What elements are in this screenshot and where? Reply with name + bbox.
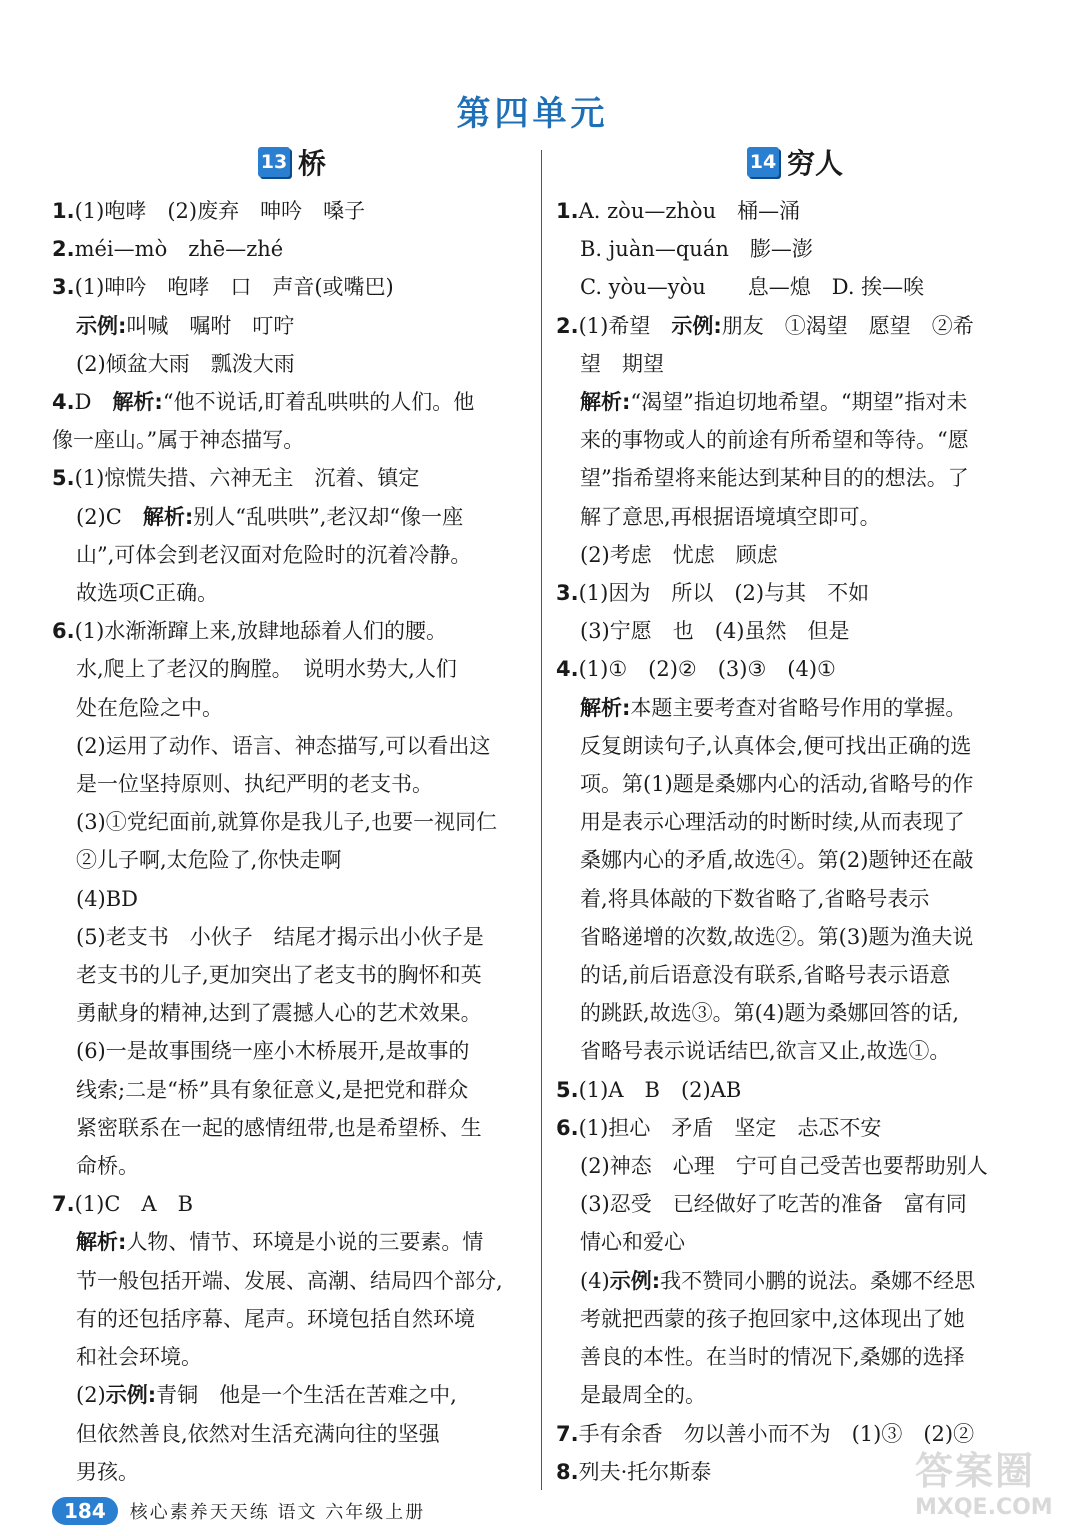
watermark-domain: MXQE.COM	[915, 1495, 1053, 1520]
answer-text: 我不赞同小鹏的说法。桑娜不经思	[660, 1268, 976, 1293]
answer-text: (3)①党纪面前,就算你是我儿子,也要一视同仁	[76, 810, 498, 835]
answer-text: méi—mò zhē—zhé	[74, 237, 284, 262]
answer-lines	[52, 192, 532, 1491]
answer-text: (1)① (2)② (3)③ (4)①	[578, 657, 836, 682]
answer-text: 望”指希望将来能达到某种目的的想法。了	[580, 466, 969, 491]
answer-line	[52, 650, 532, 688]
answer-tag: 解析:	[76, 1230, 127, 1255]
answer-text: (1)因为 所以 (2)与其 不如	[578, 581, 870, 606]
answer-text: (3)宁愿 也 (4)虽然 但是	[580, 619, 850, 644]
answer-line	[52, 918, 532, 956]
answer-line	[556, 192, 1034, 230]
answer-line	[52, 612, 532, 650]
answer-line	[556, 459, 1034, 497]
answer-text: (2)C	[76, 504, 143, 529]
answer-line	[556, 498, 1034, 536]
answer-line	[52, 1338, 532, 1376]
answer-line	[556, 383, 1034, 421]
answer-text: (1)惊慌失措、六神无主 沉着、镇定	[74, 466, 420, 491]
answer-text: 列夫·托尔斯泰	[578, 1459, 712, 1484]
answer-tag: 示例:	[609, 1268, 661, 1293]
answer-line	[52, 1453, 532, 1491]
answer-text: 本题主要考查对省略号作用的掌握。	[630, 695, 967, 720]
answer-line	[556, 765, 1034, 803]
answer-line	[52, 230, 532, 268]
answer-text: 桑娜内心的矛盾,故选④。第(2)题钟还在敲	[580, 848, 974, 873]
answer-text: (2)考虑 忧虑 顾虑	[580, 542, 778, 567]
answer-line	[556, 612, 1034, 650]
answer-text: (2)	[76, 1383, 106, 1408]
question-number: 4.	[52, 390, 75, 415]
answer-text: (4)	[580, 1268, 610, 1293]
question-number: 6.	[52, 619, 75, 644]
lesson-heading-14	[556, 140, 1034, 188]
answer-text: B. juàn—quán 膨—澎	[580, 237, 813, 262]
answer-line	[52, 383, 532, 421]
answer-line	[52, 268, 532, 306]
answer-line	[52, 880, 532, 918]
answer-line	[556, 345, 1034, 383]
answer-text: 的话,前后语意没有联系,省略号表示语意	[580, 963, 951, 988]
answer-text: 项。第(1)题是桑娜内心的活动,省略号的作	[580, 772, 974, 797]
answer-line	[556, 574, 1034, 612]
answer-tag: 解析:	[112, 390, 163, 415]
answer-text: D	[74, 390, 113, 415]
answer-line	[52, 1415, 532, 1453]
page-footer	[52, 1496, 425, 1526]
answer-text: 紧密联系在一起的感情纽带,也是希望桥、生	[76, 1115, 482, 1140]
answer-text: 的跳跃,故选③。第(4)题为桑娜回答的话,	[580, 1001, 960, 1026]
answer-line	[52, 1185, 532, 1223]
answer-text: 反复朗读句子,认真体会,便可找出正确的选	[580, 733, 972, 758]
question-number: 2.	[52, 237, 75, 262]
answer-line	[52, 498, 532, 536]
answer-text: (3)忍受 已经做好了吃苦的准备 富有同	[580, 1192, 967, 1217]
answer-text: 省略号表示说话结巴,欲言又止,故选①。	[580, 1039, 951, 1064]
answer-text: (1)呻吟 咆哮 口 声音(或嘴巴)	[74, 275, 394, 300]
answer-line	[556, 1147, 1034, 1185]
answer-line	[556, 1300, 1034, 1338]
answer-text: 青铜 他是一个生活在苦难之中,	[156, 1383, 457, 1408]
answer-text: 山”,可体会到老汉面对危险时的沉着冷静。	[76, 542, 472, 567]
answer-tag: 解析:	[142, 504, 194, 529]
answer-line	[556, 1071, 1034, 1109]
answer-text: “他不说话,盯着乱哄哄的人们。他	[162, 390, 475, 415]
answer-text: 线索;二是“桥”具有象征意义,是把党和群众	[76, 1077, 469, 1102]
answer-text: 节一般包括开端、发展、高潮、结局四个部分,	[76, 1268, 503, 1293]
answer-line	[556, 230, 1034, 268]
answer-text: 是最周全的。	[580, 1383, 706, 1408]
question-number: 2.	[556, 313, 579, 338]
answer-line	[52, 574, 532, 612]
answer-line	[556, 1338, 1034, 1376]
answer-text: (1)担心 矛盾 坚定 忐忑不安	[578, 1115, 882, 1140]
answer-text: (1)咆哮 (2)废弃 呻吟 嗓子	[74, 199, 366, 223]
lesson-title: 穷人	[786, 147, 843, 180]
answer-line	[556, 1376, 1034, 1414]
answer-text: 处在危险之中。	[76, 695, 223, 720]
answer-text: 勇献身的精神,达到了震撼人心的艺术效果。	[76, 1001, 482, 1026]
answer-line	[52, 1262, 532, 1300]
answer-text: A. zòu—zhòu 桶—涌	[578, 199, 801, 223]
answer-text: “渴望”指迫切地希望。“期望”指对未	[630, 390, 968, 415]
answer-text: (2)神态 心理 宁可自己受苦也要帮助别人	[580, 1154, 988, 1179]
answer-line	[556, 689, 1034, 727]
answer-line	[52, 1147, 532, 1185]
answer-lines	[556, 192, 1034, 1491]
answer-text: 考就把西蒙的孩子抱回家中,这体现出了她	[580, 1306, 965, 1331]
lesson-number-badge: 14	[747, 147, 779, 177]
answer-tag: 示例:	[105, 1383, 157, 1408]
answer-tag: 解析:	[580, 390, 631, 415]
answer-line	[556, 956, 1034, 994]
answer-line	[52, 841, 532, 879]
question-number: 6.	[556, 1115, 579, 1140]
answer-text: 别人“乱哄哄”,老汉却“像一座	[193, 504, 464, 529]
answer-text: 男孩。	[76, 1459, 139, 1484]
question-number: 5.	[52, 466, 75, 491]
unit-title: 第四单元	[456, 94, 609, 134]
answer-line	[556, 1032, 1034, 1070]
answer-line	[556, 650, 1034, 688]
left-column	[52, 140, 532, 1491]
answer-text: 像一座山。”属于神态描写。	[52, 428, 305, 453]
answer-line	[52, 307, 532, 345]
answer-line	[52, 956, 532, 994]
answer-text: 来的事物或人的前途有所希望和等待。“愿	[580, 428, 969, 453]
answer-line	[52, 459, 532, 497]
answer-text: (1)希望	[578, 313, 672, 338]
answer-line	[52, 1376, 532, 1414]
answer-line	[52, 765, 532, 803]
answer-line	[556, 536, 1034, 574]
answer-line	[556, 1185, 1034, 1223]
answer-line	[52, 727, 532, 765]
answer-text: C. yòu—yòu 息—熄 D. 挨—唉	[580, 275, 925, 300]
question-number: 3.	[556, 581, 579, 606]
question-number: 8.	[556, 1459, 579, 1484]
lesson-number-badge: 13	[258, 147, 290, 177]
answer-text: 有的还包括序幕、尾声。环境包括自然环境	[76, 1306, 475, 1331]
answer-text: (2)倾盆大雨 瓢泼大雨	[76, 351, 295, 376]
answer-text: (1)A B (2)AB	[578, 1077, 742, 1102]
watermark-logo	[915, 1440, 1053, 1528]
answer-text: 着,将具体敲的下数省略了,省略号表示	[580, 886, 930, 911]
answer-text: 老支书的儿子,更加突出了老支书的胸怀和英	[76, 963, 482, 988]
answer-text: 手有余香 勿以善小而不为 (1)③ (2)②	[578, 1421, 975, 1446]
answer-text: 善良的本性。在当时的情况下,桑娜的选择	[580, 1345, 965, 1370]
answer-line	[556, 994, 1034, 1032]
answer-line	[556, 1262, 1034, 1300]
answer-line	[52, 1032, 532, 1070]
answer-line	[556, 918, 1034, 956]
lesson-heading-13	[52, 140, 532, 188]
answer-text: 人物、情节、环境是小说的三要素。情	[126, 1230, 484, 1255]
question-number: 1.	[52, 199, 75, 223]
answer-text: (1)水渐渐蹿上来,放肆地舔着人们的腰。	[74, 619, 448, 644]
answer-text: (5)老支书 小伙子 结尾才揭示出小伙子是	[76, 924, 484, 949]
book-title: 核心素养天天练 语文 六年级上册	[129, 1502, 426, 1523]
answer-line	[52, 345, 532, 383]
question-number: 7.	[556, 1421, 579, 1446]
answer-line	[556, 1223, 1034, 1261]
answer-line	[52, 1300, 532, 1338]
answer-text: 叫喊 嘱咐 叮咛	[126, 313, 295, 338]
answer-line	[556, 803, 1034, 841]
question-number: 3.	[52, 275, 75, 300]
question-number: 1.	[556, 199, 579, 223]
answer-text: 朋友 ①渴望 愿望 ②希	[721, 313, 974, 338]
answer-text: 省略递增的次数,故选②。第(3)题为渔夫说	[580, 924, 974, 949]
answer-line	[52, 1071, 532, 1109]
answer-line	[52, 536, 532, 574]
answer-text: ②儿子啊,太危险了,你快走啊	[76, 848, 342, 873]
question-number: 7.	[52, 1192, 75, 1217]
answer-line	[52, 421, 532, 459]
answer-line	[52, 192, 532, 230]
answer-tag: 解析:	[580, 695, 631, 720]
answer-line	[52, 1109, 532, 1147]
answer-text: 用是表示心理活动的时断时续,从而表现了	[580, 810, 965, 835]
answer-line	[556, 307, 1034, 345]
answer-text: 但依然善良,依然对生活充满向往的坚强	[76, 1421, 440, 1446]
answer-text: 解了意思,再根据语境填空即可。	[580, 504, 881, 529]
answer-text: 和社会环境。	[76, 1345, 202, 1370]
question-number: 5.	[556, 1077, 579, 1102]
answer-line	[556, 727, 1034, 765]
answer-text: 是一位坚持原则、执纪严明的老支书。	[76, 772, 433, 797]
answer-text: 望 期望	[580, 351, 664, 376]
question-number: 4.	[556, 657, 579, 682]
answer-text: 水,爬上了老汉的胸膛。 说明水势大,人们	[76, 657, 457, 682]
answer-tag: 示例:	[671, 313, 722, 338]
column-divider	[541, 150, 542, 1490]
answer-text: (6)一是故事围绕一座小木桥展开,是故事的	[76, 1039, 470, 1064]
answer-text: 命桥。	[76, 1154, 139, 1179]
answer-line	[556, 421, 1034, 459]
answer-line	[52, 1223, 532, 1261]
answer-text: (2)运用了动作、语言、神态描写,可以看出这	[76, 733, 491, 758]
answer-text: (1)C A B	[74, 1192, 194, 1217]
answer-text: 故选项C正确。	[76, 581, 219, 606]
answer-tag: 示例:	[76, 313, 127, 338]
answer-text: (4)BD	[76, 886, 139, 911]
answer-line	[556, 1109, 1034, 1147]
right-column	[556, 140, 1034, 1491]
page-number: 184	[52, 1497, 118, 1525]
answer-text: 情心和爱心	[580, 1230, 685, 1255]
answer-line	[556, 841, 1034, 879]
answer-line	[52, 994, 532, 1032]
answer-line	[556, 268, 1034, 306]
watermark-text: 答案圈	[915, 1449, 1036, 1493]
lesson-title: 桥	[297, 147, 326, 180]
answer-line	[52, 803, 532, 841]
answer-line	[52, 689, 532, 727]
answer-line	[556, 880, 1034, 918]
